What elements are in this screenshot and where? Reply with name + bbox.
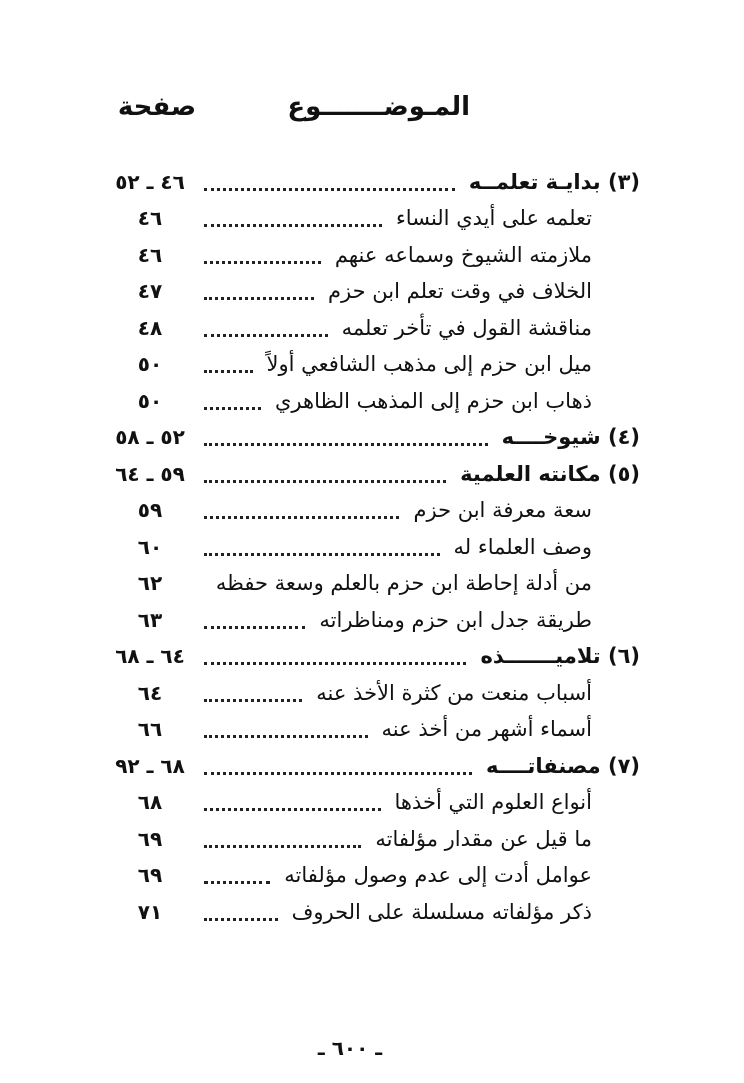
dot-leader [204,155,455,191]
dot-leader [204,812,361,848]
toc-entry [100,821,640,857]
toc-entry-title: سعة معرفة ابن حزم [413,498,592,522]
toc-entry-page: ٥٢ ـ ٥٨ [115,425,185,449]
dot-leader [204,228,321,264]
toc-entry-page: ٦٢ [137,571,163,595]
toc-entry [100,200,640,236]
dot-leader [204,337,253,373]
toc-entry [100,638,640,674]
toc-entry-title: (٥) مكانته العلمية [460,462,640,486]
toc-entry-title: (٧) مصنفاتــــه [486,754,640,778]
toc-entry-title: طريقة جدل ابن حزم ومناظراته [319,608,592,632]
toc-entry-page: ٤٨ [137,316,163,340]
toc-entry-title: أسباب منعت من كثرة الأخذ عنه [316,681,592,705]
toc-entry [100,529,640,565]
toc-entry-page: ٥٠ [137,389,163,413]
toc-entry-title: أنواع العلوم التي أخذها [394,790,592,814]
toc-entry-page: ٤٧ [137,279,163,303]
dot-leader [204,885,278,921]
dot-leader [204,447,446,483]
toc-entry-page: ٦٨ [137,790,163,814]
toc-entry [100,857,640,893]
toc-entry-title: (٤) شيوخــــه [501,425,640,449]
toc-entry-title: (٣) بدايـة تعلمــه [468,170,640,194]
toc-entry-page: ٦٣ [137,608,163,632]
toc-entry-title: ملازمته الشيوخ وسماعه عنهم [334,243,592,267]
dot-leader [204,520,440,556]
toc-entry [100,675,640,711]
toc-entry [100,346,640,382]
toc-entry-page: ٦٩ [137,863,163,887]
toc-entry-title: مناقشة القول في تأخر تعلمه [341,316,592,340]
toc-entry-title: عوامل أدت إلى عدم وصول مؤلفاته [284,863,592,887]
dot-leader [204,410,488,446]
dot-leader [204,264,314,300]
toc-entry-page: ٥٩ [137,498,163,522]
toc-entry-page: ٦٤ ـ ٦٨ [115,644,185,668]
toc-entry-title: (٦) تلاميـــــــذه [480,644,640,668]
toc-entry [100,237,640,273]
toc-entry [100,565,640,601]
toc-entry-page: ٧١ [137,900,163,924]
toc-entry-page: ٦٩ [137,827,163,851]
toc-entry [100,310,640,346]
toc-entry-title: وصف العلماء له [453,535,592,559]
page-number: ـ ٦٠٠ ـ [317,1036,383,1060]
toc-entry-page: ٦٦ [137,717,163,741]
toc-entry-title: تعلمه على أيدي النساء [395,206,592,230]
page-column-header: صفحة [117,92,197,122]
toc-entry-title: ذكر مؤلفاته مسلسلة على الحروف [291,900,592,924]
toc-entry-title: أسماء أشهر من أخذ عنه [381,717,592,741]
dot-leader [204,739,472,775]
dot-leader [204,702,368,738]
dot-leader [204,374,261,410]
dot-leader [204,666,302,702]
dot-leader [204,483,399,519]
toc-entry-page: ٥٠ [137,352,163,376]
toc-entry [100,894,640,930]
topic-column-header: المـوضـــــــوع [287,92,470,122]
dot-leader [204,593,305,629]
dot-leader [204,301,328,337]
toc-entry-title: ميل ابن حزم إلى مذهب الشافعي أولاً [266,352,592,376]
toc-entry-page: ٦٨ ـ ٩٢ [115,754,185,778]
dot-leader [204,629,466,665]
toc-entry-title: الخلاف في وقت تعلم ابن حزم [328,279,592,303]
toc-entry-page: ٤٦ [137,243,163,267]
toc-entry-title: ذهاب ابن حزم إلى المذهب الظاهري [275,389,592,413]
dot-leader [204,775,381,811]
dot-leader [204,848,270,884]
toc-entry [100,273,640,309]
toc-entry-page: ٦٠ [137,535,163,559]
toc-entry-page: ٦٤ [137,681,163,705]
toc-entry-page: ٥٩ ـ ٦٤ [115,462,185,486]
toc-entry-title: من أدلة إحاطة ابن حزم بالعلم وسعة حفظه [215,571,592,595]
toc-entry-page: ٤٦ ـ ٥٢ [115,170,185,194]
toc-entry-title: ما قيل عن مقدار مؤلفاته [375,827,592,851]
toc-entry-page: ٤٦ [137,206,163,230]
toc-entry [100,784,640,820]
dot-leader [204,191,382,227]
